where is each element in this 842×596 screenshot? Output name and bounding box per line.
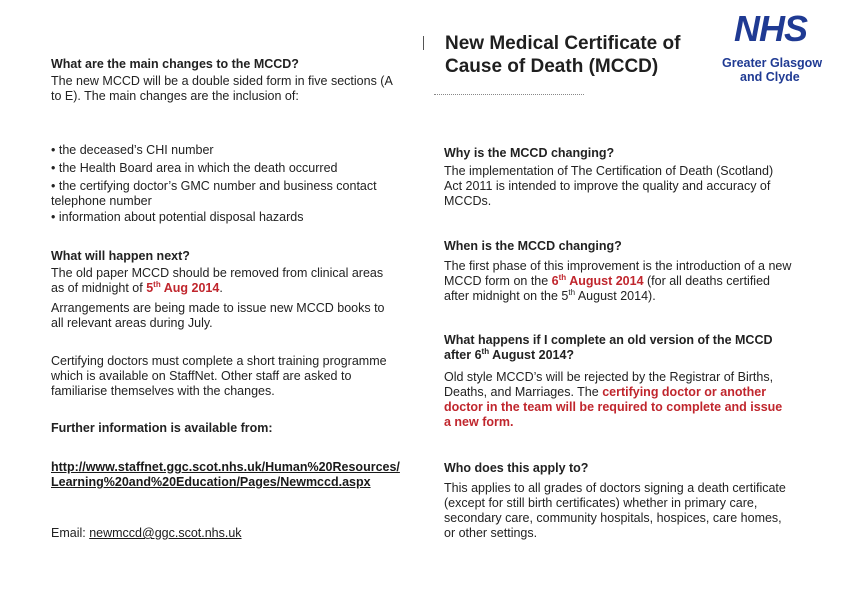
who-question: Who does this apply to? <box>444 461 589 475</box>
title-rule <box>434 94 584 95</box>
nhs-logo-line2: and Clyde <box>740 70 800 84</box>
required-action: certifying doctor or another doctor in the team will be required to complete and issue a new form. <box>444 385 783 429</box>
old-version-question: What happens if I complete an old version of the MCCD after 6th August 2014? <box>444 333 773 362</box>
title-line1: New Medical Certificate of <box>445 33 681 54</box>
list-item: • information about potential disposal hazards <box>51 210 304 224</box>
email-line: Email: newmccd@ggc.scot.nhs.uk <box>51 526 242 540</box>
nhs-logo <box>722 8 832 92</box>
further-info-heading: Further information is available from: <box>51 421 273 435</box>
why-paragraph: The implementation of The Certification of Death (Scotland) Act 2011 is intended to improve the quality and accuracy of MCCDs. <box>444 164 774 208</box>
removal-date: 5th Aug 2014 <box>146 279 220 295</box>
changes-list <box>51 143 396 225</box>
changes-question: What are the main changes to the MCCD? <box>51 57 299 71</box>
page-title <box>445 32 705 78</box>
changes-paragraph: The new MCCD will be a double sided form in five sections (A to E). The main changes are the inclusion of: <box>51 74 393 103</box>
next-paragraph-2: Arrangements are being made to issue new MCCD books to all relevant areas during July. <box>51 301 385 330</box>
list-item: • the Health Board area in which the death occurred <box>51 161 338 175</box>
next-paragraph: The old paper MCCD should be removed from clinical areas as of midnight of 5th Aug 2014. <box>51 266 384 295</box>
old-version-paragraph: Old style MCCD’s will be rejected by the Registrar of Births, Deaths, and Marriages. The certifying doctor or another doctor in the team will be required to complete and issue a new form. <box>444 370 783 429</box>
list-item: • the deceased’s CHI number <box>51 143 214 157</box>
training-paragraph: Certifying doctors must complete a short training programme which is available on StaffNet. Other staff are asked to familiarise themselves with the changes. <box>51 354 387 398</box>
nhs-logo-line1: Greater Glasgow <box>722 56 823 70</box>
email-link[interactable]: newmccd@ggc.scot.nhs.uk <box>89 526 242 540</box>
why-question: Why is the MCCD changing? <box>444 146 615 160</box>
staffnet-link[interactable]: http://www.staffnet.ggc.scot.nhs.uk/Human%20Resources/Learning%20and%20Education/Pages/Newmccd.aspx <box>51 460 400 489</box>
when-paragraph: The first phase of this improvement is the introduction of a new MCCD form on the 6th August 2014 (for all deaths certified after midnight on the 5th August 2014). <box>444 259 792 303</box>
who-paragraph: This applies to all grades of doctors signing a death certificate (except for still birth certificates) whether in primary care, secondary care, community hospitals, hospices, care homes, or other settings. <box>444 481 786 540</box>
next-question: What will happen next? <box>51 249 190 263</box>
list-item: • the certifying doctor’s GMC number and business contact telephone number <box>51 179 377 208</box>
nhs-logo-brand: NHS <box>734 8 808 49</box>
title-marker <box>423 36 424 50</box>
when-question: When is the MCCD changing? <box>444 239 622 253</box>
title-line2: Cause of Death (MCCD) <box>445 56 659 77</box>
introduction-date: 6th August 2014 <box>551 272 644 288</box>
